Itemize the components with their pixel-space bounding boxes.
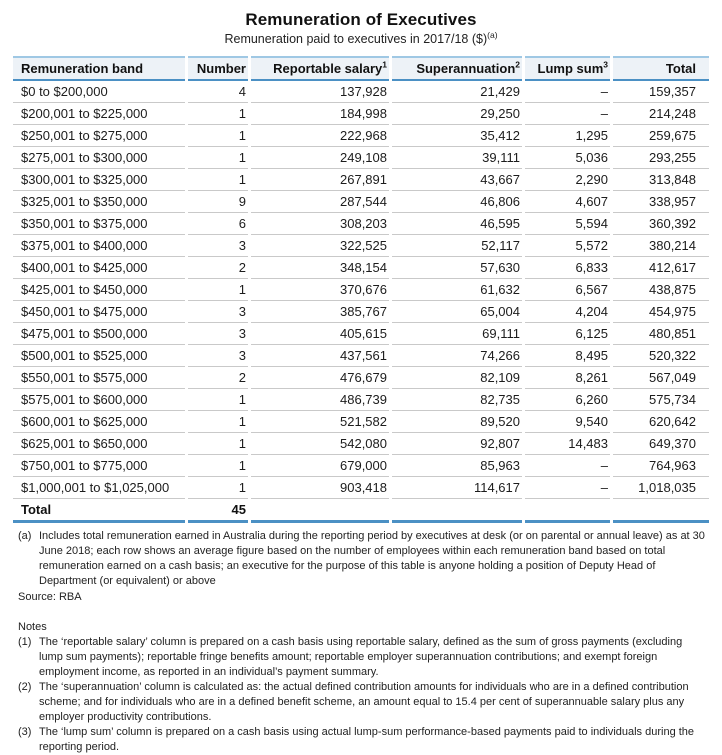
column-header-lump-sum: Lump sum$^3$ xyxy=(525,56,610,81)
cell: 412,617 xyxy=(613,257,709,279)
remuneration-table xyxy=(10,56,712,523)
cell: 4,607 xyxy=(525,191,610,213)
cell: $325,001 to $350,000 xyxy=(13,191,185,213)
cell: – xyxy=(525,477,610,499)
table-row xyxy=(13,455,709,477)
cell: 1 xyxy=(188,103,248,125)
cell: 308,203 xyxy=(251,213,389,235)
cell: 2 xyxy=(188,367,248,389)
cell: 1 xyxy=(188,169,248,191)
cell: 46,806 xyxy=(392,191,522,213)
cell: – xyxy=(525,103,610,125)
table-body xyxy=(13,81,709,499)
cell: 1,018,035 xyxy=(613,477,709,499)
footnote-a-text: Includes total remuneration earned in Australia during the reporting period by executives at desk (or on parental or annual leave) as at 30 June 2018; each row shows an average figure based on the number of employees within each remuneration band based on total remuneration earned on a cash basis; an executive for the purpose of this table is anyone holding a position of Deputy Head of Department (or equivalent) or above xyxy=(39,530,705,587)
subtitle-text: Remuneration paid to executives in 2017/18 ($) xyxy=(224,32,488,46)
cell: 3 xyxy=(188,345,248,367)
cell: 575,734 xyxy=(613,389,709,411)
note-marker: (1) xyxy=(18,636,32,648)
cell: 6,833 xyxy=(525,257,610,279)
footnote-a-marker: (a) xyxy=(18,530,32,542)
cell: $450,001 to $475,000 xyxy=(13,301,185,323)
cell: 454,975 xyxy=(613,301,709,323)
cell: $275,001 to $300,000 xyxy=(13,147,185,169)
note-marker: (3) xyxy=(18,726,32,738)
table-row xyxy=(13,257,709,279)
cell: 313,848 xyxy=(613,169,709,191)
table-row xyxy=(13,191,709,213)
cell: 6,260 xyxy=(525,389,610,411)
cell: 184,998 xyxy=(251,103,389,125)
cell: – xyxy=(525,81,610,103)
cell: 43,667 xyxy=(392,169,522,191)
note-text: The ‘lump sum’ column is prepared on a cash basis using actual lump-sum performance-based payments paid to individuals during the reporting period. xyxy=(39,726,695,753)
total-cell xyxy=(392,499,522,523)
notes-list xyxy=(18,635,708,755)
column-header-remuneration-band: Remuneration band xyxy=(13,56,185,81)
cell: 52,117 xyxy=(392,235,522,257)
column-header-superannuation: Superannuation$^2$ xyxy=(392,56,522,81)
table-row xyxy=(13,323,709,345)
cell: $200,001 to $225,000 xyxy=(13,103,185,125)
cell: 486,739 xyxy=(251,389,389,411)
cell: – xyxy=(525,455,610,477)
cell: 520,322 xyxy=(613,345,709,367)
cell: 1,295 xyxy=(525,125,610,147)
column-header-note-ref: 2 xyxy=(515,59,520,70)
cell: 14,483 xyxy=(525,433,610,455)
cell: 259,675 xyxy=(613,125,709,147)
cell: 338,957 xyxy=(613,191,709,213)
table-row xyxy=(13,389,709,411)
cell: 438,875 xyxy=(613,279,709,301)
cell: $400,001 to $425,000 xyxy=(13,257,185,279)
note-text: The ‘reportable salary’ column is prepared on a cash basis using reportable salary, defined as the sum of gross payments (excluding lump sum payments); reportable fringe benefits amount; reportable employer superannuation contributions; and exempt foreign employment income, as reported in an individual’s payment summary. xyxy=(39,636,683,678)
cell: 1 xyxy=(188,477,248,499)
cell: 8,495 xyxy=(525,345,610,367)
cell: 3 xyxy=(188,235,248,257)
table-row xyxy=(13,169,709,191)
cell: 82,109 xyxy=(392,367,522,389)
cell: $250,001 to $275,000 xyxy=(13,125,185,147)
cell: 8,261 xyxy=(525,367,610,389)
table-row xyxy=(13,433,709,455)
cell: $600,001 to $625,000 xyxy=(13,411,185,433)
cell: 1 xyxy=(188,125,248,147)
cell: 65,004 xyxy=(392,301,522,323)
cell: 3 xyxy=(188,323,248,345)
cell: 89,520 xyxy=(392,411,522,433)
cell: 46,595 xyxy=(392,213,522,235)
cell: $350,001 to $375,000 xyxy=(13,213,185,235)
table-row xyxy=(13,103,709,125)
cell: 137,928 xyxy=(251,81,389,103)
cell: 322,525 xyxy=(251,235,389,257)
cell: 4 xyxy=(188,81,248,103)
cell: $500,001 to $525,000 xyxy=(13,345,185,367)
source-line: Source: RBA xyxy=(18,591,82,603)
column-header-total: Total xyxy=(613,56,709,81)
cell: 4,204 xyxy=(525,301,610,323)
cell: 380,214 xyxy=(613,235,709,257)
total-cell: Total xyxy=(13,499,185,523)
cell: 61,632 xyxy=(392,279,522,301)
total-cell xyxy=(525,499,610,523)
cell: 903,418 xyxy=(251,477,389,499)
cell: $300,001 to $325,000 xyxy=(13,169,185,191)
cell: $550,001 to $575,000 xyxy=(13,367,185,389)
cell: $375,001 to $400,000 xyxy=(13,235,185,257)
cell: $0 to $200,000 xyxy=(13,81,185,103)
table-row xyxy=(13,235,709,257)
cell: 74,266 xyxy=(392,345,522,367)
table-row xyxy=(13,477,709,499)
table-row xyxy=(13,125,709,147)
notes-heading: Notes xyxy=(18,621,47,633)
table-row xyxy=(13,279,709,301)
cell: 6,567 xyxy=(525,279,610,301)
cell: $575,001 to $600,000 xyxy=(13,389,185,411)
table-row xyxy=(13,147,709,169)
cell: 620,642 xyxy=(613,411,709,433)
table-row xyxy=(13,367,709,389)
cell: 437,561 xyxy=(251,345,389,367)
cell: 2 xyxy=(188,257,248,279)
cell: 480,851 xyxy=(613,323,709,345)
cell: 5,594 xyxy=(525,213,610,235)
cell: 567,049 xyxy=(613,367,709,389)
column-header-number: Number xyxy=(188,56,248,81)
cell: $1,000,001 to $1,025,000 xyxy=(13,477,185,499)
cell: 21,429 xyxy=(392,81,522,103)
page-subtitle xyxy=(10,31,712,47)
column-header-note-ref: 3 xyxy=(603,59,608,70)
cell: 293,255 xyxy=(613,147,709,169)
cell: $425,001 to $450,000 xyxy=(13,279,185,301)
cell: 1 xyxy=(188,455,248,477)
cell: 1 xyxy=(188,279,248,301)
table-row xyxy=(13,301,709,323)
note-1 xyxy=(18,635,708,680)
cell: 2,290 xyxy=(525,169,610,191)
cell: 385,767 xyxy=(251,301,389,323)
note-3 xyxy=(18,725,708,755)
cell: 159,357 xyxy=(613,81,709,103)
footnotes-block xyxy=(18,529,708,755)
total-cell xyxy=(251,499,389,523)
cell: 1 xyxy=(188,411,248,433)
cell: 405,615 xyxy=(251,323,389,345)
cell: 1 xyxy=(188,433,248,455)
cell: 29,250 xyxy=(392,103,522,125)
cell: 5,036 xyxy=(525,147,610,169)
cell: 85,963 xyxy=(392,455,522,477)
cell: 82,735 xyxy=(392,389,522,411)
table-row xyxy=(13,213,709,235)
cell: 5,572 xyxy=(525,235,610,257)
cell: 249,108 xyxy=(251,147,389,169)
cell: 6 xyxy=(188,213,248,235)
cell: 476,679 xyxy=(251,367,389,389)
cell: 57,630 xyxy=(392,257,522,279)
table-row xyxy=(13,411,709,433)
table-row xyxy=(13,81,709,103)
cell: 39,111 xyxy=(392,147,522,169)
column-header-note-ref: 1 xyxy=(382,59,387,70)
table-header-row xyxy=(13,56,709,81)
total-cell xyxy=(613,499,709,523)
cell: $475,001 to $500,000 xyxy=(13,323,185,345)
note-2 xyxy=(18,680,708,725)
cell: 267,891 xyxy=(251,169,389,191)
column-header-reportable-salary: Reportable salary$^1$ xyxy=(251,56,389,81)
cell: 287,544 xyxy=(251,191,389,213)
table-total-row xyxy=(13,499,709,523)
cell: $750,001 to $775,000 xyxy=(13,455,185,477)
cell: 521,582 xyxy=(251,411,389,433)
cell: 69,111 xyxy=(392,323,522,345)
cell: 9 xyxy=(188,191,248,213)
subtitle-note-ref: (a) xyxy=(487,29,498,40)
cell: 3 xyxy=(188,301,248,323)
cell: 370,676 xyxy=(251,279,389,301)
cell: 35,412 xyxy=(392,125,522,147)
note-text: The ‘superannuation’ column is calculated as: the actual defined contribution amounts for individuals who are in a defined contribution scheme; and for individuals who are in a defined benefit scheme, an amount equal to 15.4 per cent of superannuable salary plus any employer productivity contributions. xyxy=(39,681,689,723)
cell: 222,968 xyxy=(251,125,389,147)
cell: 9,540 xyxy=(525,411,610,433)
cell: 1 xyxy=(188,389,248,411)
cell: 360,392 xyxy=(613,213,709,235)
cell: 6,125 xyxy=(525,323,610,345)
cell: 114,617 xyxy=(392,477,522,499)
cell: 542,080 xyxy=(251,433,389,455)
footnote-a xyxy=(18,529,708,589)
cell: 214,248 xyxy=(613,103,709,125)
cell: 348,154 xyxy=(251,257,389,279)
cell: 679,000 xyxy=(251,455,389,477)
table-row xyxy=(13,345,709,367)
cell: 92,807 xyxy=(392,433,522,455)
cell: 1 xyxy=(188,147,248,169)
page-title: Remuneration of Executives xyxy=(245,10,477,29)
note-marker: (2) xyxy=(18,681,32,693)
total-cell: 45 xyxy=(188,499,248,523)
cell: 649,370 xyxy=(613,433,709,455)
cell: 764,963 xyxy=(613,455,709,477)
cell: $625,001 to $650,000 xyxy=(13,433,185,455)
